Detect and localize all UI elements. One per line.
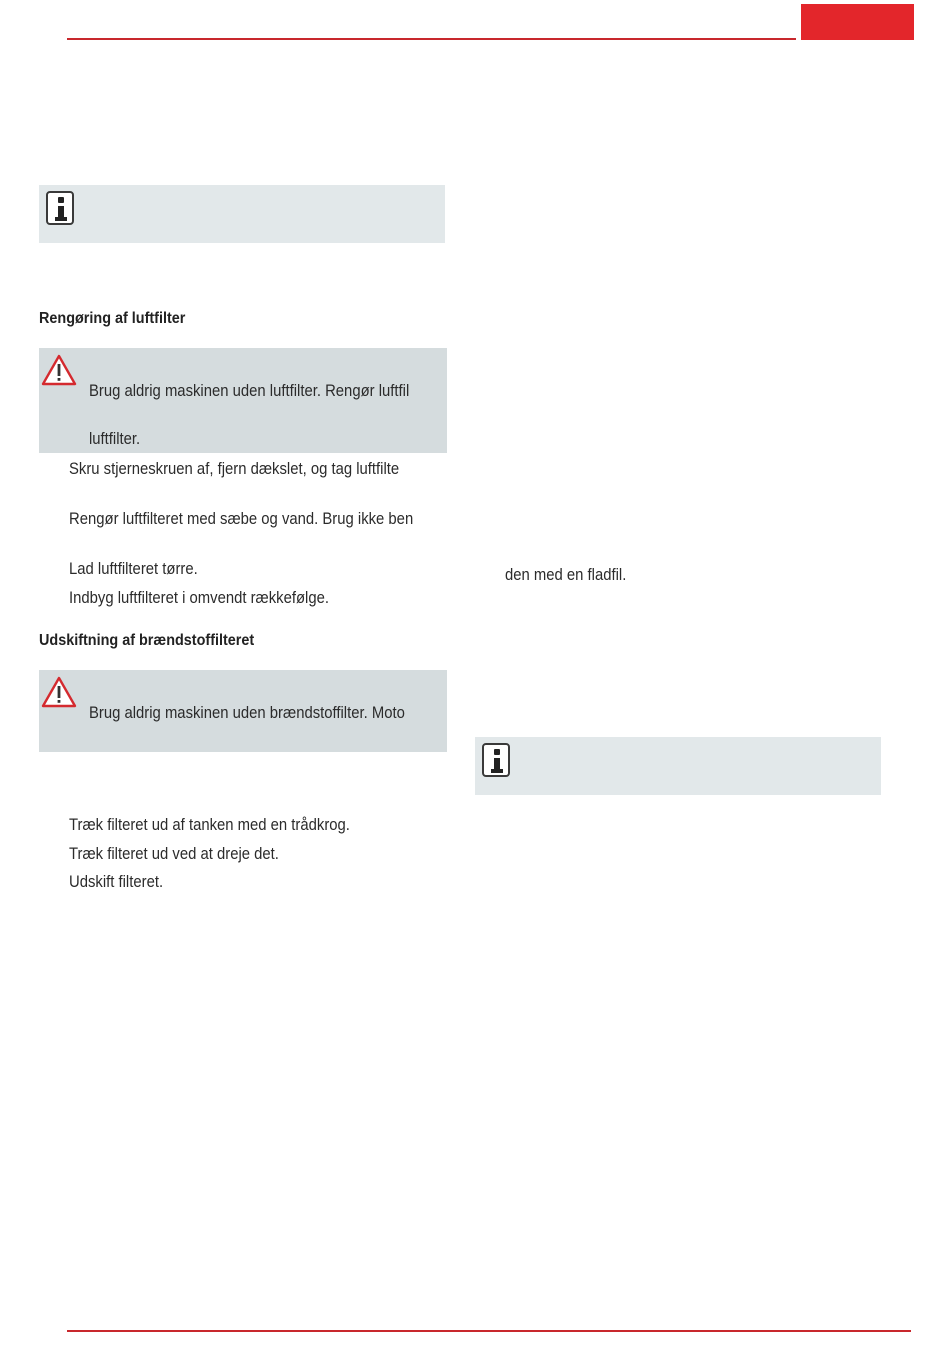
warning-box-fuel-filter [39, 670, 447, 752]
warning-text-line: luftfilter. [89, 430, 141, 448]
warning-text-line: Brug aldrig maskinen uden luftfilter. Rengør luftfil [89, 382, 410, 400]
info-icon [482, 743, 510, 777]
info-note-box [475, 737, 881, 795]
section-heading-fuel-filter: Udskiftning af brændstoffilteret [39, 632, 255, 649]
warning-box-air-filter [39, 348, 447, 453]
step-text: Indbyg luftfilteret i omvendt rækkefølge. [69, 589, 330, 607]
step-text: Skru stjerneskruen af, fjern dækslet, og tag luftfilte [69, 460, 400, 478]
section-heading-air-filter: Rengøring af luftfilter [39, 310, 186, 327]
header-rule [67, 38, 796, 40]
step-text: Lad luftfilteret tørre. [69, 560, 198, 578]
warning-triangle-icon [41, 354, 77, 386]
step-text: Rengør luftfilteret med sæbe og vand. Brug ikke ben [69, 510, 414, 528]
warning-triangle-icon [41, 676, 77, 708]
body-text-fragment: den med en fladfil. [505, 566, 627, 584]
info-icon [46, 191, 74, 225]
warning-text-line: Brug aldrig maskinen uden brændstoffilter. Moto [89, 704, 405, 722]
step-text: Udskift filteret. [69, 873, 164, 891]
info-note-box [39, 185, 445, 243]
footer-rule [67, 1330, 911, 1332]
chapter-tab [801, 4, 914, 40]
step-text: Træk filteret ud af tanken med en trådkrog. [69, 816, 350, 834]
step-text: Træk filteret ud ved at dreje det. [69, 845, 279, 863]
